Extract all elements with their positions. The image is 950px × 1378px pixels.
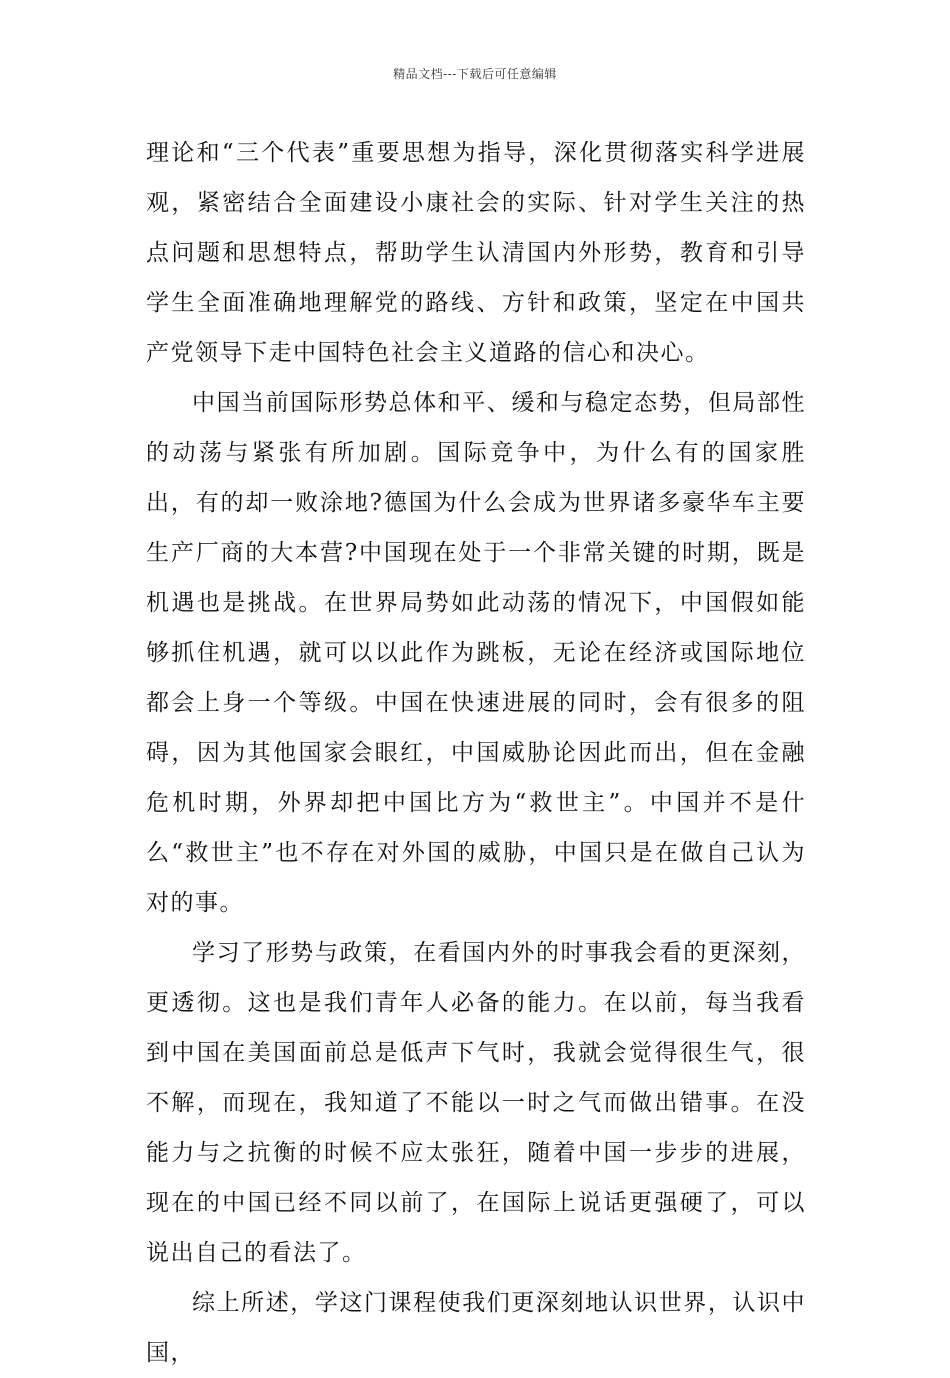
paragraph-1: 理论和“三个代表”重要思想为指导，深化贯彻落实科学进展观，紧密结合全面建设小康社会的实际、针对学生关注的热点问题和思想特点，帮助学生认清国内外形势，教育和引导学生全面准确地理解党的路线、方针和政策，坚定在中国共产党领导下走中国特色社会主义道路的信心和决心。 — [146, 140, 806, 366]
document-body — [146, 128, 806, 1378]
page-header: 精品文档---下载后可任意编辑 — [393, 67, 557, 81]
paragraph-4: 综上所述，学这门课程使我们更深刻地认识世界，认识中国， — [146, 1290, 806, 1366]
paragraph-3: 学习了形势与政策，在看国内外的时事我会看的更深刻，更透彻。这也是我们青年人必备的能力。在以前，每当我看到中国在美国面前总是低声下气时，我就会觉得很生气，很不解，而现在，我知道了不能以一时之气而做出错事。在没能力与之抗衡的时候不应太张狂，随着中国一步步的进展，现在的中国已经不同以前了，在国际上说话更强硬了，可以说出自己的看法了。 — [146, 940, 806, 1266]
paragraph-2: 中国当前国际形势总体和平、缓和与稳定态势，但局部性的动荡与紧张有所加剧。国际竞争中，为什么有的国家胜出，有的却一败涂地?德国为什么会成为世界诸多豪华车主要生产厂商的大本营?中国现在处于一个非常关键的时期，既是机遇也是挑战。在世界局势如此动荡的情况下，中国假如能够抓住机遇，就可以以此作为跳板，无论在经济或国际地位都会上身一个等级。中国在快速进展的同时，会有很多的阻碍，因为其他国家会眼红，中国威胁论因此而出，但在金融危机时期，外界却把中国比方为“救世主”。中国并不是什么“救世主”也不存在对外国的威胁，中国只是在做自己认为对的事。 — [146, 390, 806, 916]
